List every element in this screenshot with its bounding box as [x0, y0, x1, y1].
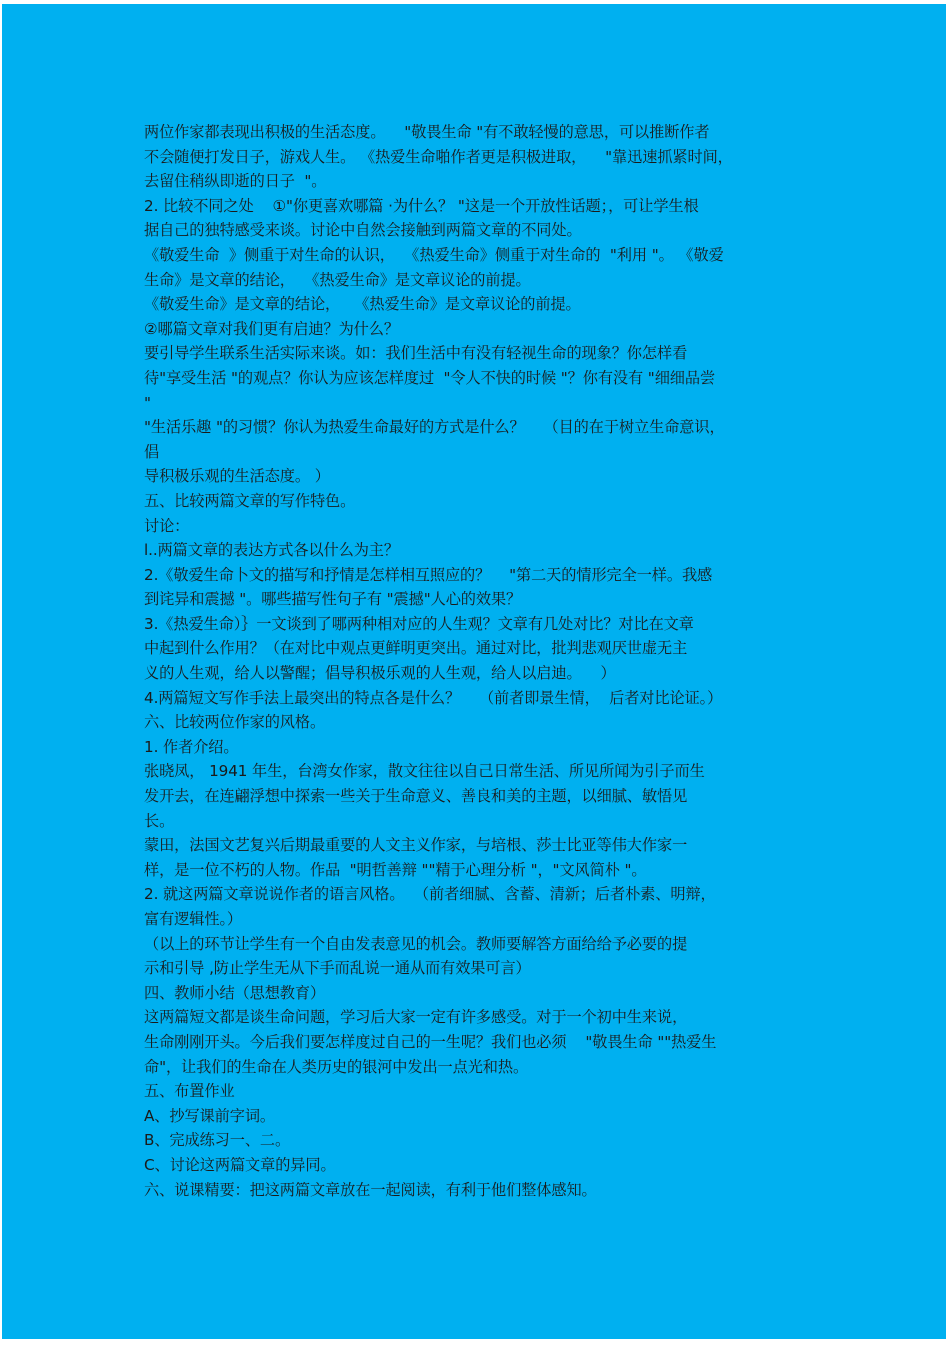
text-line: 这两篇短文都是谈生命问题，学习后大家一定有许多感受。对于一个初中生来说， — [144, 1008, 688, 1027]
text-line: 义的人生观，给人以警醒；倡导积极乐观的人生观，给人以启迪。 ） — [144, 664, 616, 683]
text-line: ②哪篇文章对我们更有启迪？为什么？ — [144, 319, 399, 338]
text-line: A、抄写课前字词。 — [144, 1106, 275, 1125]
text-line: l..两篇文章的表达方式各以什么为主？ — [144, 541, 399, 560]
text-line: 两位作家都表现出积极的生活态度。 "敬畏生命 "有不敢轻慢的意思，可以推断作者 — [144, 123, 710, 141]
text-line: 张晓凤， 1941 年生，台湾女作家，散文往往以自己日常生活、所见所闻为引子而生 — [144, 762, 705, 781]
text-line: 六、说课精要：把这两篇文章放在一起阅读，有利于他们整体感知。 — [144, 1180, 597, 1199]
text-line: 蒙田，法国文艺复兴后期最重要的人文主义作家，与培根、莎士比亚等伟大作家一 — [144, 836, 688, 855]
text-line: 不会随便打发日子，游戏人生。 《热爱生命啪作者更是积极进取， "靠迅速抓紧时间， — [144, 147, 733, 166]
text-line: 发开去，在连翩浮想中探索一些关于生命意义、善良和美的主题，以细腻、敏悟见 — [144, 787, 688, 806]
text-line: 富有逻辑性。） — [144, 910, 243, 928]
text-line: B、完成练习一、二。 — [144, 1131, 291, 1150]
text-line: （以上的环节让学生有一个自由发表意见的机会。教师要解答方面给给予必要的提 — [144, 934, 688, 953]
text-line: 要引导学生联系生活实际来谈。如：我们生活中有没有轻视生命的现象？你怎样看 — [144, 344, 688, 363]
text-line: 待"享受生活 "的观点？你认为应该怎样度过 "令人不快的时候 "？你有没有 "细细品尝 — [144, 368, 716, 387]
text-line: C、讨论这两篇文章的异同。 — [144, 1155, 336, 1174]
text-line: 2.《敬爱生命卜文的描写和抒情是怎样相互照应的？ "第二天的情形完全一样。我感 — [144, 565, 713, 584]
text-line: 讨论： — [144, 516, 190, 535]
text-line: 生命》是文章的结论， 《热爱生命》是文章议论的前提。 — [144, 270, 531, 289]
text-line: 1. 作者介绍。 — [144, 737, 239, 756]
text-line: "生活乐趣 "的习惯？你认为热爱生命最好的方式是什么？ （目的在于树立生命意识， — [144, 418, 725, 437]
text-line: 五、比较两篇文章的写作特色。 — [144, 491, 356, 510]
text-line: 据自己的独特感受来谈。讨论中自然会接触到两篇文章的不同处。 — [144, 221, 582, 240]
text-line: 2. 比较不同之处 ①"你更喜欢哪篇 ·为什么？ "这是一个开放性话题；，可让学生根 — [144, 196, 699, 215]
text-line: 2. 就这两篇文章说说作者的语言风格。 （前者细腻、含蓄、清新；后者朴素、明辩， — [144, 885, 716, 904]
text-line: 命"，让我们的生命在人类历史的银河中发出一点光和热。 — [144, 1057, 529, 1076]
text-line: 示和引导 ,防止学生无从下手而乱说一通从而有效果可言） — [144, 959, 531, 978]
text-line: 导积极乐观的生活态度。 ） — [144, 467, 330, 486]
text-line: 中起到什么作用？（在对比中观点更鲜明更突出。通过对比，批判悲观厌世虚无主 — [144, 639, 688, 658]
text-line: 3.《热爱生命）｝一文谈到了哪两种相对应的人生观？文章有几处对比？对比在文章 — [144, 614, 694, 633]
document-page — [2, 4, 946, 1339]
text-line: 《敬爱生命 》侧重于对生命的认识， 《热爱生命》侧重于对生命的 "利用 "。 《敬爱 — [144, 245, 724, 264]
text-line: 四、教师小结（思想教育） — [144, 983, 326, 1002]
text-line: 4.两篇短文写作手法上最突出的特点各是什么？ （前者即景生情， 后者对比论证。） — [144, 688, 723, 707]
text-line: 五、布置作业 — [144, 1082, 235, 1101]
document-body — [144, 120, 814, 1202]
text-line: 长。 — [144, 811, 175, 830]
text-line: 样，是一位不朽的人物。作品 "明哲善辩 ""精于心理分析 "，"文风简朴 "。 — [144, 860, 647, 879]
text-line: 六、比较两位作家的风格。 — [144, 713, 326, 732]
text-line: 《敬爱生命》是文章的结论， 《热爱生命》是文章议论的前提。 — [144, 295, 581, 314]
text-line: " — [144, 393, 151, 412]
text-line: 到诧异和震撼 "。哪些描写性句子有 "震撼"人心的效果？ — [144, 590, 522, 609]
text-line: 去留住稍纵即逝的日子 "。 — [144, 172, 327, 191]
text-line: 倡 — [144, 442, 160, 461]
text-line: 生命刚刚开头。今后我们要怎样度过自己的一生呢？我们也必须 "敬畏生命 ""热爱生 — [144, 1032, 717, 1051]
